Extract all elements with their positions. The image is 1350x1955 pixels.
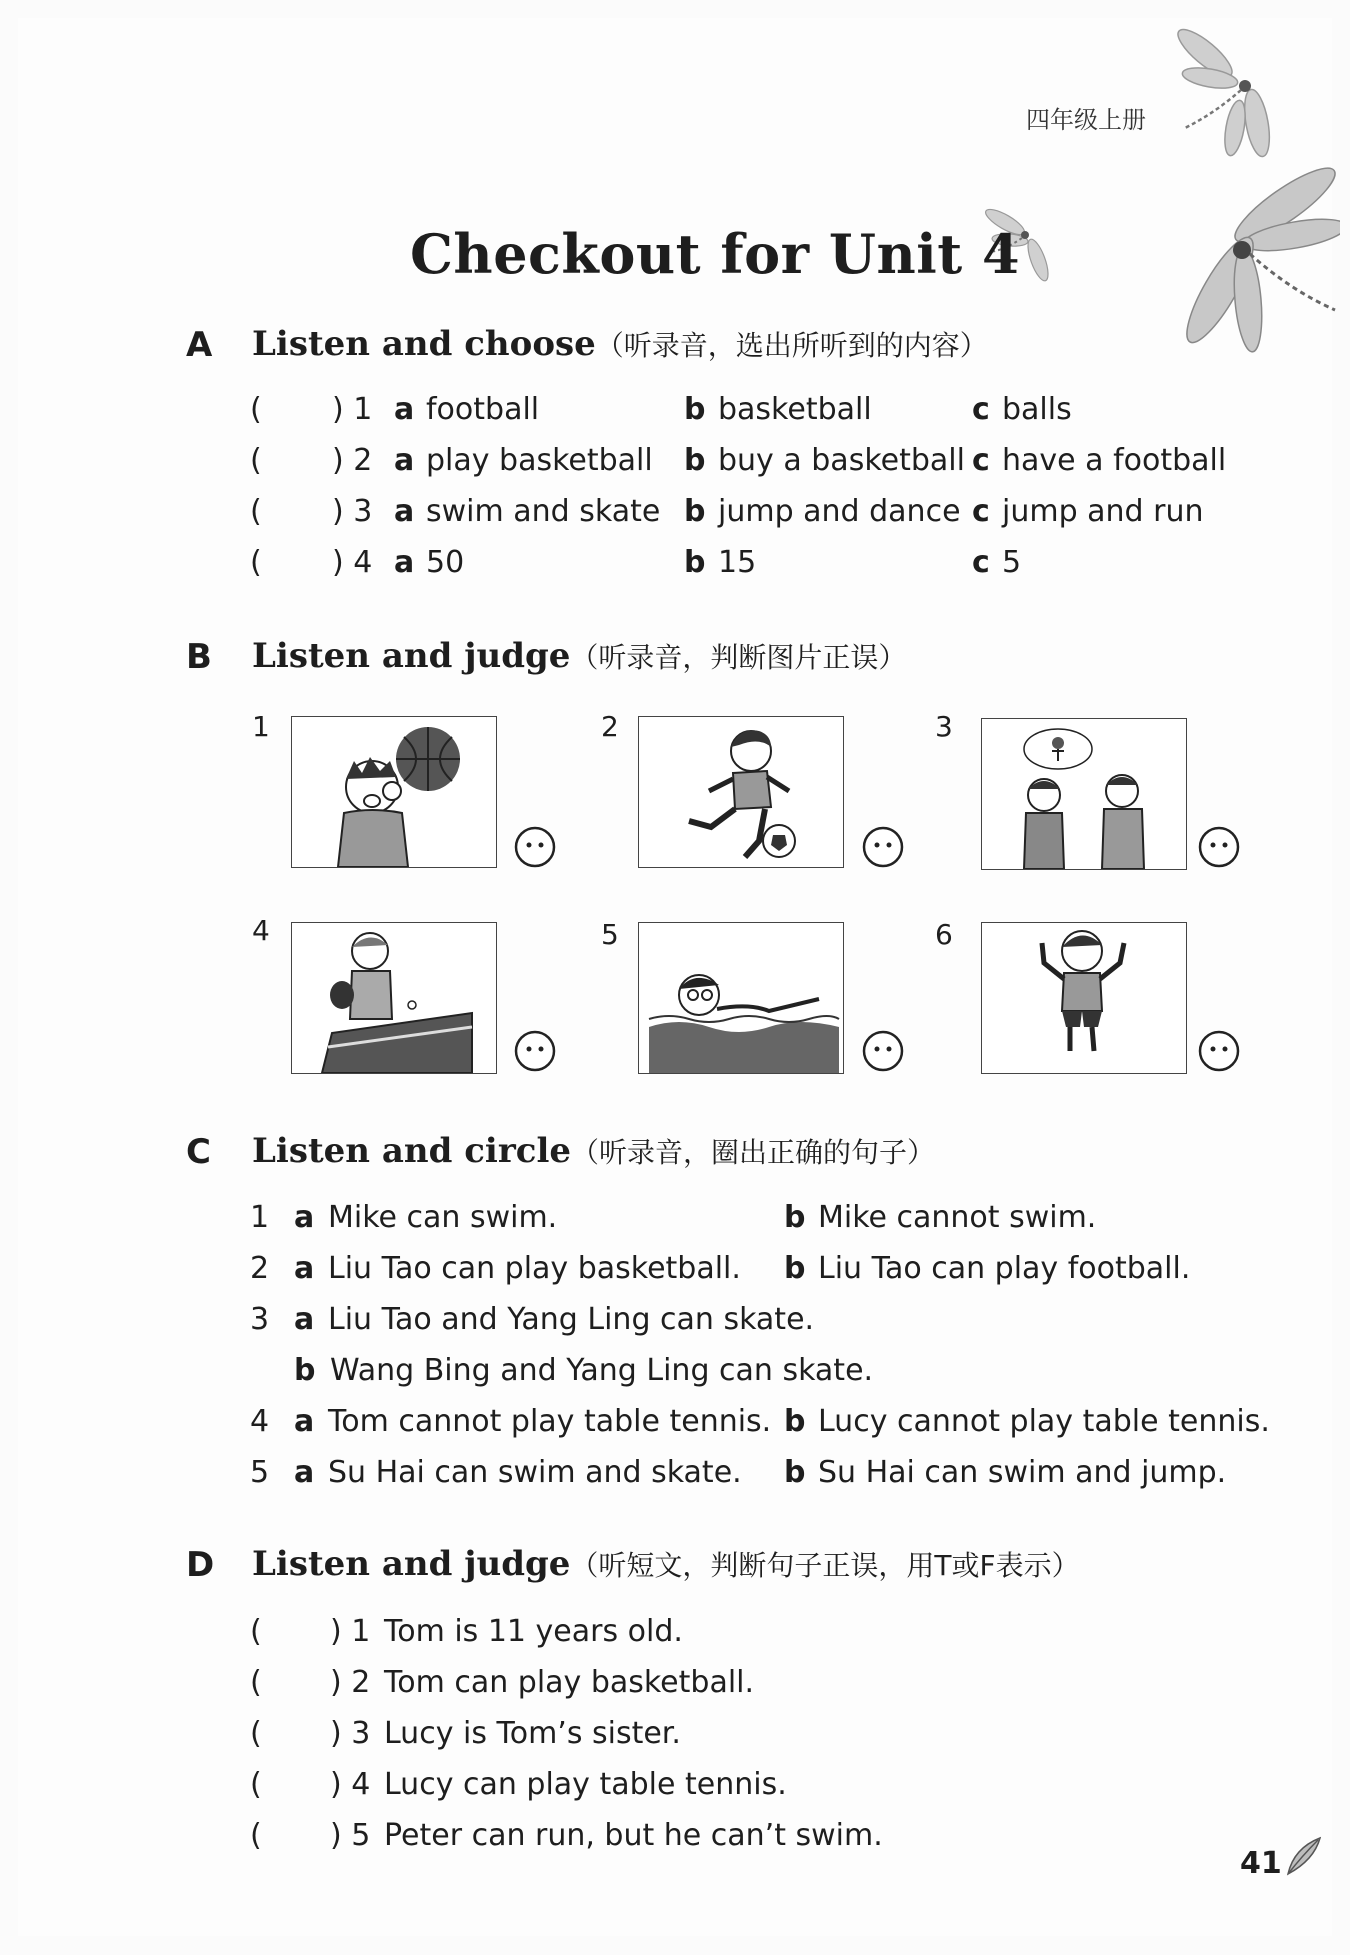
picture-number: 3 (935, 710, 953, 743)
item-number: 4 (250, 1404, 270, 1439)
answer-blank[interactable]: ( (250, 1716, 262, 1751)
option-c-letter: c (972, 443, 990, 478)
item-number: ) 1 (332, 392, 373, 427)
picture-number: 6 (935, 918, 953, 951)
option-b-letter: b (784, 1200, 806, 1235)
answer-blank[interactable]: ( (250, 1767, 262, 1802)
section-a-heading: Listen and choose (252, 324, 596, 364)
answer-blank[interactable]: ( (250, 1818, 262, 1853)
option-a-letter: a (394, 392, 415, 427)
sentence-a[interactable]: Su Hai can swim and skate. (328, 1455, 742, 1490)
option-b-letter: b (684, 443, 706, 478)
section-c-title (252, 1131, 935, 1171)
item-number: 2 (250, 1251, 270, 1286)
option-a-letter: a (394, 494, 415, 529)
section-c-note: （听录音，圈出正确的句子） (571, 1136, 936, 1169)
option-c-letter: c (972, 392, 990, 427)
option-a[interactable]: football (426, 392, 540, 427)
option-a[interactable]: 50 (426, 545, 465, 580)
option-c-letter: c (972, 494, 990, 529)
sentence-b[interactable]: Wang Bing and Yang Ling can skate. (330, 1353, 874, 1388)
sentence-b[interactable]: Liu Tao can play football. (818, 1251, 1191, 1286)
option-b-letter: b (684, 494, 706, 529)
section-a-note: （听录音，选出所听到的内容） (595, 329, 988, 362)
sentence-b[interactable]: Su Hai can swim and jump. (818, 1455, 1227, 1490)
grade-label: 四年级上册 (1026, 106, 1146, 134)
option-b[interactable]: basketball (718, 392, 872, 427)
section-b-heading: Listen and judge (252, 636, 571, 676)
sentence-b[interactable]: Mike cannot swim. (818, 1200, 1097, 1235)
option-b-letter: b (784, 1455, 806, 1490)
page-title: Checkout for Unit 4 (409, 222, 1021, 286)
item-number: ) 4 (330, 1767, 371, 1802)
section-b-note: （听录音，判断图片正误） (570, 641, 907, 674)
item-number: ) 3 (330, 1716, 371, 1751)
option-a-letter: a (394, 443, 415, 478)
statement-text: Tom can play basketball. (384, 1665, 755, 1700)
option-b-letter: b (684, 545, 706, 580)
statement-text: Tom is 11 years old. (384, 1614, 683, 1649)
item-number: ) 2 (332, 443, 373, 478)
option-a-letter: a (294, 1251, 315, 1286)
option-a[interactable]: swim and skate (426, 494, 661, 529)
dragonfly-icon (1165, 18, 1275, 168)
section-c-letter: C (186, 1132, 211, 1172)
smiley-face-icon[interactable] (513, 825, 557, 869)
option-c[interactable]: balls (1002, 392, 1072, 427)
option-c-letter: c (972, 545, 990, 580)
section-a-letter: A (186, 325, 213, 365)
option-c[interactable]: 5 (1002, 545, 1022, 580)
option-b-letter: b (294, 1353, 316, 1388)
picture-basketball-boy (291, 716, 497, 868)
picture-football-boy (638, 716, 844, 868)
leaf-icon (1284, 1834, 1324, 1878)
picture-swimming-girl (638, 922, 844, 1074)
option-c[interactable]: have a football (1002, 443, 1227, 478)
picture-table-tennis (291, 922, 497, 1074)
item-number: ) 3 (332, 494, 373, 529)
picture-number: 1 (252, 710, 270, 743)
smiley-face-icon[interactable] (861, 1029, 905, 1073)
option-a[interactable]: play basketball (426, 443, 653, 478)
option-b[interactable]: 15 (718, 545, 757, 580)
answer-blank[interactable]: ( (250, 1614, 262, 1649)
picture-number: 2 (601, 710, 619, 743)
statement-text: Peter can run, but he can’t swim. (384, 1818, 883, 1853)
option-a-letter: a (394, 545, 415, 580)
item-number: 5 (250, 1455, 270, 1490)
section-c-heading: Listen and circle (252, 1131, 571, 1171)
sentence-a[interactable]: Liu Tao and Yang Ling can skate. (328, 1302, 815, 1337)
sentence-a[interactable]: Tom cannot play table tennis. (328, 1404, 772, 1439)
section-d-title (252, 1544, 1080, 1584)
option-b-letter: b (684, 392, 706, 427)
page-number: 41 (1240, 1846, 1282, 1881)
option-b-letter: b (784, 1251, 806, 1286)
item-number: ) 5 (330, 1818, 371, 1853)
section-d-note: （听短文，判断句子正误，用T或F表示） (570, 1549, 1080, 1582)
option-a-letter: a (294, 1404, 315, 1439)
smiley-face-icon[interactable] (1197, 1029, 1241, 1073)
section-d-letter: D (186, 1545, 215, 1585)
smiley-face-icon[interactable] (861, 825, 905, 869)
answer-blank[interactable]: ( (250, 494, 262, 529)
section-b-letter: B (186, 637, 212, 677)
picture-number: 5 (601, 918, 619, 951)
item-number: ) 1 (330, 1614, 371, 1649)
smiley-face-icon[interactable] (513, 1029, 557, 1073)
statement-text: Lucy is Tom’s sister. (384, 1716, 681, 1751)
item-number: 3 (250, 1302, 270, 1337)
option-b[interactable]: jump and dance (718, 494, 961, 529)
smiley-face-icon[interactable] (1197, 825, 1241, 869)
option-a-letter: a (294, 1200, 315, 1235)
section-d-heading: Listen and judge (252, 1544, 571, 1584)
picture-number: 4 (252, 914, 270, 947)
answer-blank[interactable]: ( (250, 392, 262, 427)
picture-two-boys (981, 718, 1187, 870)
section-b-title (252, 636, 906, 676)
item-number: ) 4 (332, 545, 373, 580)
picture-jumping-boy (981, 922, 1187, 1074)
option-a-letter: a (294, 1455, 315, 1490)
answer-blank[interactable]: ( (250, 545, 262, 580)
section-a-title (252, 324, 988, 364)
option-a-letter: a (294, 1302, 315, 1337)
option-c[interactable]: jump and run (1002, 494, 1204, 529)
option-b-letter: b (784, 1404, 806, 1439)
item-number: ) 2 (330, 1665, 371, 1700)
sentence-a[interactable]: Liu Tao can play basketball. (328, 1251, 741, 1286)
answer-blank[interactable]: ( (250, 443, 262, 478)
answer-blank[interactable]: ( (250, 1665, 262, 1700)
sentence-a[interactable]: Mike can swim. (328, 1200, 558, 1235)
statement-text: Lucy can play table tennis. (384, 1767, 787, 1802)
option-b[interactable]: buy a basketball (718, 443, 965, 478)
item-number: 1 (250, 1200, 270, 1235)
sentence-b[interactable]: Lucy cannot play table tennis. (818, 1404, 1270, 1439)
